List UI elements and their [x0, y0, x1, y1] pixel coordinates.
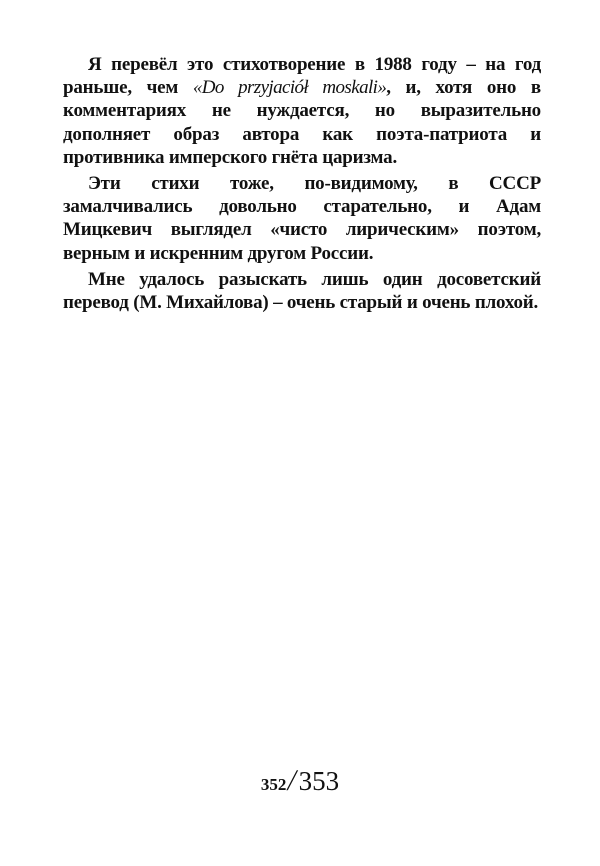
poem-title-italic: «Do przyjaciół moskali» — [192, 77, 387, 99]
current-page-number: 352 — [260, 775, 287, 794]
page-separator: / — [285, 764, 300, 797]
total-pages-number: 353 — [298, 766, 340, 796]
paragraph-1 — [63, 53, 541, 169]
paragraph-1-text-end: , и, хотя оно в комментариях не нуждается, но выразительно дополняет образ автора как поэта-патриота и противника имперского гнёта царизма. — [63, 77, 541, 168]
paragraph-1-text-start: Я перевёл это стихотворение в 1988 году – на год раньше, чем — [63, 54, 541, 99]
paragraph-2: Эти стихи тоже, по-видимому, в СССР замалчивались довольно старательно, и Адам Мицкевич выглядел «чисто лирическим» поэтом, верным и искренним другом России. — [63, 173, 541, 264]
page-number — [0, 764, 600, 798]
paragraph-3: Мне удалось разыскать лишь один досоветский перевод (М. Михайлова) – очень старый и очень плохой. — [63, 268, 541, 314]
document-body — [63, 53, 541, 314]
